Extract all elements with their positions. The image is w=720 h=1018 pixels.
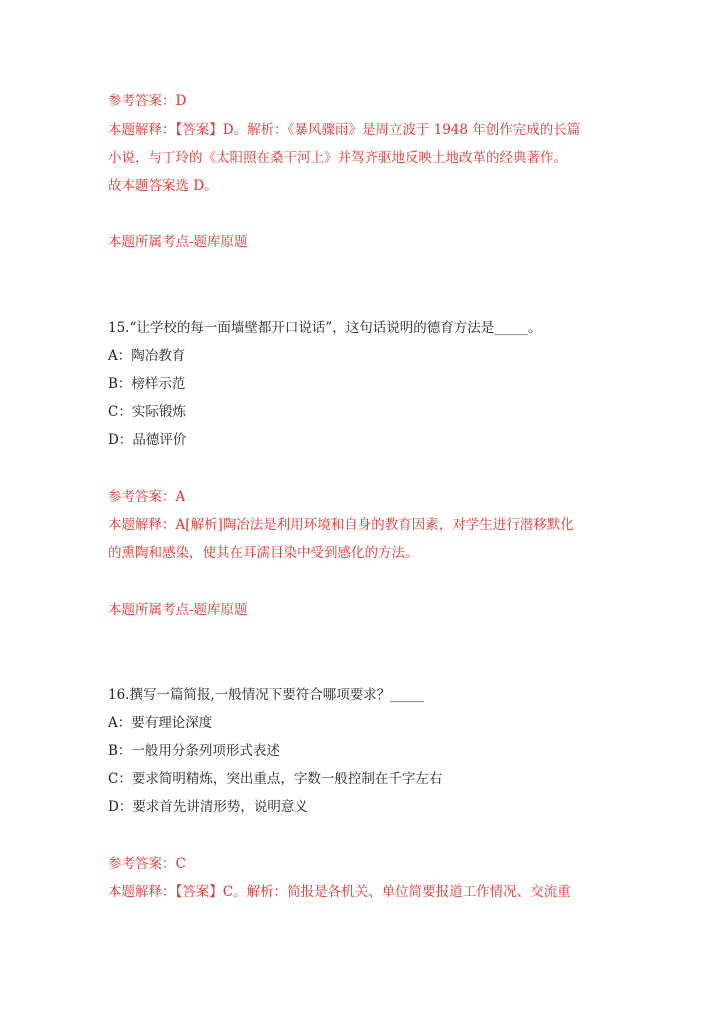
source-note: 本题所属考点-题库原题	[108, 602, 248, 618]
option-c: C：实际锻炼	[108, 404, 186, 420]
option-d: D：品德评价	[108, 432, 187, 448]
answer-label: 参考答案：D	[108, 93, 187, 109]
source-note: 本题所属考点-题库原题	[108, 234, 248, 250]
option-b: B：一般用分条列项形式表述	[108, 743, 280, 759]
explanation-line: 本题解释：【答案】C。解析：简报是各机关、单位简要报道工作情况、交流重	[108, 884, 571, 900]
explanation-line: 的熏陶和感染，使其在耳濡目染中受到感化的方法。	[108, 545, 419, 561]
answer-label: 参考答案：C	[108, 856, 186, 872]
explanation-line: 故本题答案选 D。	[108, 178, 218, 194]
option-a: A：要有理论深度	[108, 715, 213, 731]
explanation-line: 本题解释：【答案】D。解析：《暴风骤雨》是周立波于 1948 年创作完成的长篇	[108, 122, 581, 138]
option-b: B：榜样示范	[108, 376, 186, 392]
option-c: C：要求简明精炼，突出重点，字数一般控制在千字左右	[108, 771, 443, 787]
explanation-line: 本题解释：A[解析]陶冶法是利用环境和自身的教育因素，对学生进行潜移默化	[108, 517, 574, 533]
option-a: A：陶冶教育	[108, 348, 186, 364]
answer-label: 参考答案：A	[108, 489, 186, 505]
explanation-line: 小说，与丁玲的《太阳照在桑干河上》并驾齐驱地反映土地改革的经典著作。	[108, 150, 567, 166]
question-text: 16.撰写一篇简报,一般情况下要符合哪项要求？_____	[108, 687, 425, 703]
question-text: 15.“让学校的每一面墙壁都开口说话”，这句话说明的德育方法是_____。	[108, 320, 542, 336]
option-d: D：要求首先讲清形势，说明意义	[108, 799, 308, 815]
